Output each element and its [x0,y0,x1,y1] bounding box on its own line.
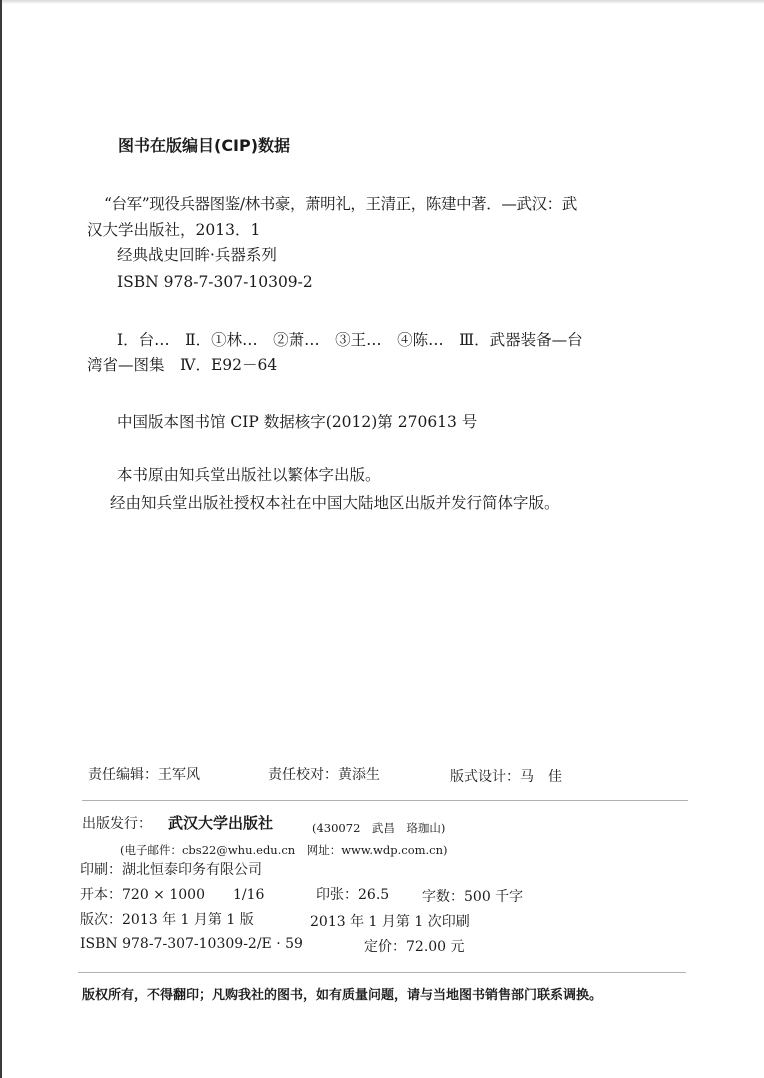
cip-line-3: 经典战史回眸·兵器系列 [117,246,277,264]
publisher-address: (430072 武昌 珞珈山) [312,821,446,835]
publisher-name: 武汉大学出版社 [168,814,274,832]
editor-credit: 责任编辑：王军风 [88,767,200,783]
printing: 2013 年 1 月第 1 次印刷 [310,914,470,930]
proofreader-credit: 责任校对：黄添生 [268,767,380,783]
price: 定价：72.00 元 [364,939,465,955]
printer: 印刷：湖北恒泰印务有限公司 [80,862,262,878]
publisher-label: 出版发行： [82,816,152,832]
edition: 版次：2013 年 1 月第 1 版 [80,912,254,928]
isbn-full: ISBN 978-7-307-10309-2/E · 59 [80,936,303,952]
sheets: 印张：26.5 [316,887,390,903]
cip-line-2: 汉大学出版社，2013．1 [87,221,261,239]
notice-line-1: 本书原由知兵堂出版社以繁体字出版。 [117,466,381,484]
divider-bottom [78,972,686,973]
page-left-edge [0,0,2,1078]
publisher-contact: (电子邮件：cbs22@whu.edu.cn 网址：www.wdp.com.cn) [120,843,448,857]
notice-line-2: 经由知兵堂出版社授权本社在中国大陆地区出版并发行简体字版。 [110,494,560,512]
cip-line-1: “台军”现役兵器图鉴/林书豪，萧明礼，王清正，陈建中著．—武汉：武 [104,195,577,213]
designer-credit: 版式设计：马 佳 [450,769,562,785]
divider-top [82,800,688,801]
cip-line-6: 湾省—图集 Ⅳ．E92－64 [87,356,278,374]
cip-core-note: 中国版本图书馆 CIP 数据核字(2012)第 270613 号 [117,413,478,431]
format: 开本：720 × 1000 1/16 [80,887,265,903]
cip-line-5: Ⅰ．台… Ⅱ．①林… ②萧… ③王… ④陈… Ⅲ．武器装备—台 [117,331,583,349]
cip-line-4: ISBN 978-7-307-10309-2 [117,273,313,291]
cip-heading: 图书在版编目(CIP)数据 [118,136,291,155]
word-count: 字数：500 千字 [422,889,524,905]
copyright-notice: 版权所有，不得翻印；凡购我社的图书，如有质量问题，请与当地图书销售部门联系调换。 [82,988,603,1003]
page-top-edge [0,0,764,4]
